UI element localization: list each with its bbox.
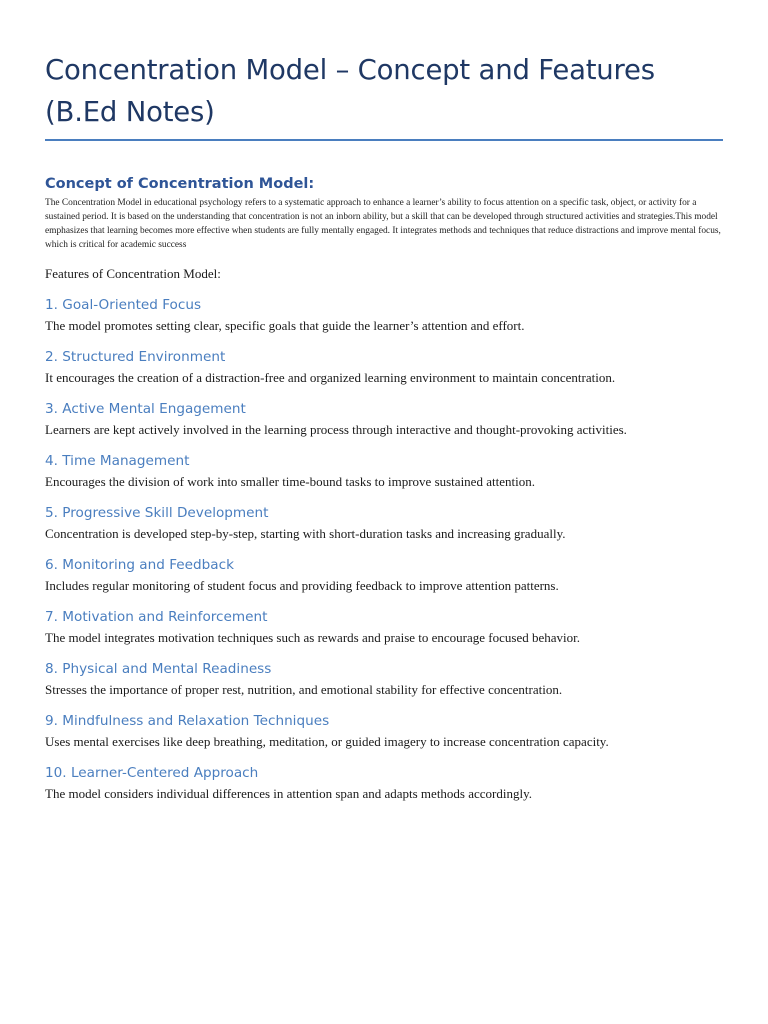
feature-item bbox=[45, 503, 723, 543]
feature-description: Stresses the importance of proper rest, nutrition, and emotional stability for effective concentration. bbox=[45, 682, 563, 697]
feature-heading: 7. Motivation and Reinforcement bbox=[45, 609, 268, 625]
feature-heading: 5. Progressive Skill Development bbox=[45, 505, 269, 521]
feature-heading: 9. Mindfulness and Relaxation Techniques bbox=[45, 713, 330, 729]
feature-description: Concentration is developed step-by-step, starting with short-duration tasks and increasing gradually. bbox=[45, 526, 566, 541]
features-list bbox=[45, 295, 723, 803]
feature-heading: 4. Time Management bbox=[45, 453, 190, 469]
feature-item bbox=[45, 763, 723, 803]
feature-heading: 1. Goal-Oriented Focus bbox=[45, 297, 202, 313]
feature-item bbox=[45, 451, 723, 491]
concept-paragraph: The Concentration Model in educational psychology refers to a systematic approach to enhance a learner’s ability to focus attention on a specific task, object, or activity for a sustained period. It is based on the understanding that concentration is not an inborn ability, but a skill that can be developed through structured activities and strategies.This model emphasizes that learning becomes more effective when students are fully mentally engaged. It integrates methods and techniques that reduce distractions and improve mental focus, which is critical for academic success bbox=[45, 198, 721, 250]
feature-heading: 10. Learner-Centered Approach bbox=[45, 765, 259, 781]
feature-description: Learners are kept actively involved in the learning process through interactive and thought-provoking activities. bbox=[45, 422, 627, 437]
feature-description: Includes regular monitoring of student focus and providing feedback to improve attention patterns. bbox=[45, 578, 559, 593]
feature-description: The model considers individual differences in attention span and adapts methods accordingly. bbox=[45, 786, 533, 801]
title-divider bbox=[45, 139, 723, 141]
feature-description: The model integrates motivation techniques such as rewards and praise to encourage focused behavior. bbox=[45, 630, 580, 645]
feature-description: The model promotes setting clear, specific goals that guide the learner’s attention and effort. bbox=[45, 318, 525, 333]
feature-item bbox=[45, 711, 723, 751]
feature-item bbox=[45, 347, 723, 387]
feature-item bbox=[45, 607, 723, 647]
feature-item bbox=[45, 295, 723, 335]
feature-description: Encourages the division of work into smaller time-bound tasks to improve sustained attention. bbox=[45, 474, 535, 489]
feature-item bbox=[45, 399, 723, 439]
document-page bbox=[45, 0, 723, 803]
feature-heading: 2. Structured Environment bbox=[45, 349, 226, 365]
feature-item bbox=[45, 555, 723, 595]
feature-heading: 3. Active Mental Engagement bbox=[45, 401, 246, 417]
feature-description: Uses mental exercises like deep breathing, meditation, or guided imagery to increase concentration capacity. bbox=[45, 734, 609, 749]
features-label: Features of Concentration Model: bbox=[45, 266, 221, 281]
feature-item bbox=[45, 659, 723, 699]
feature-heading: 6. Monitoring and Feedback bbox=[45, 557, 234, 573]
feature-heading: 8. Physical and Mental Readiness bbox=[45, 661, 272, 677]
feature-description: It encourages the creation of a distraction-free and organized learning environment to maintain concentration. bbox=[45, 370, 616, 385]
page-title: Concentration Model – Concept and Features (B.Ed Notes) bbox=[45, 54, 655, 128]
concept-heading: Concept of Concentration Model: bbox=[45, 176, 315, 192]
